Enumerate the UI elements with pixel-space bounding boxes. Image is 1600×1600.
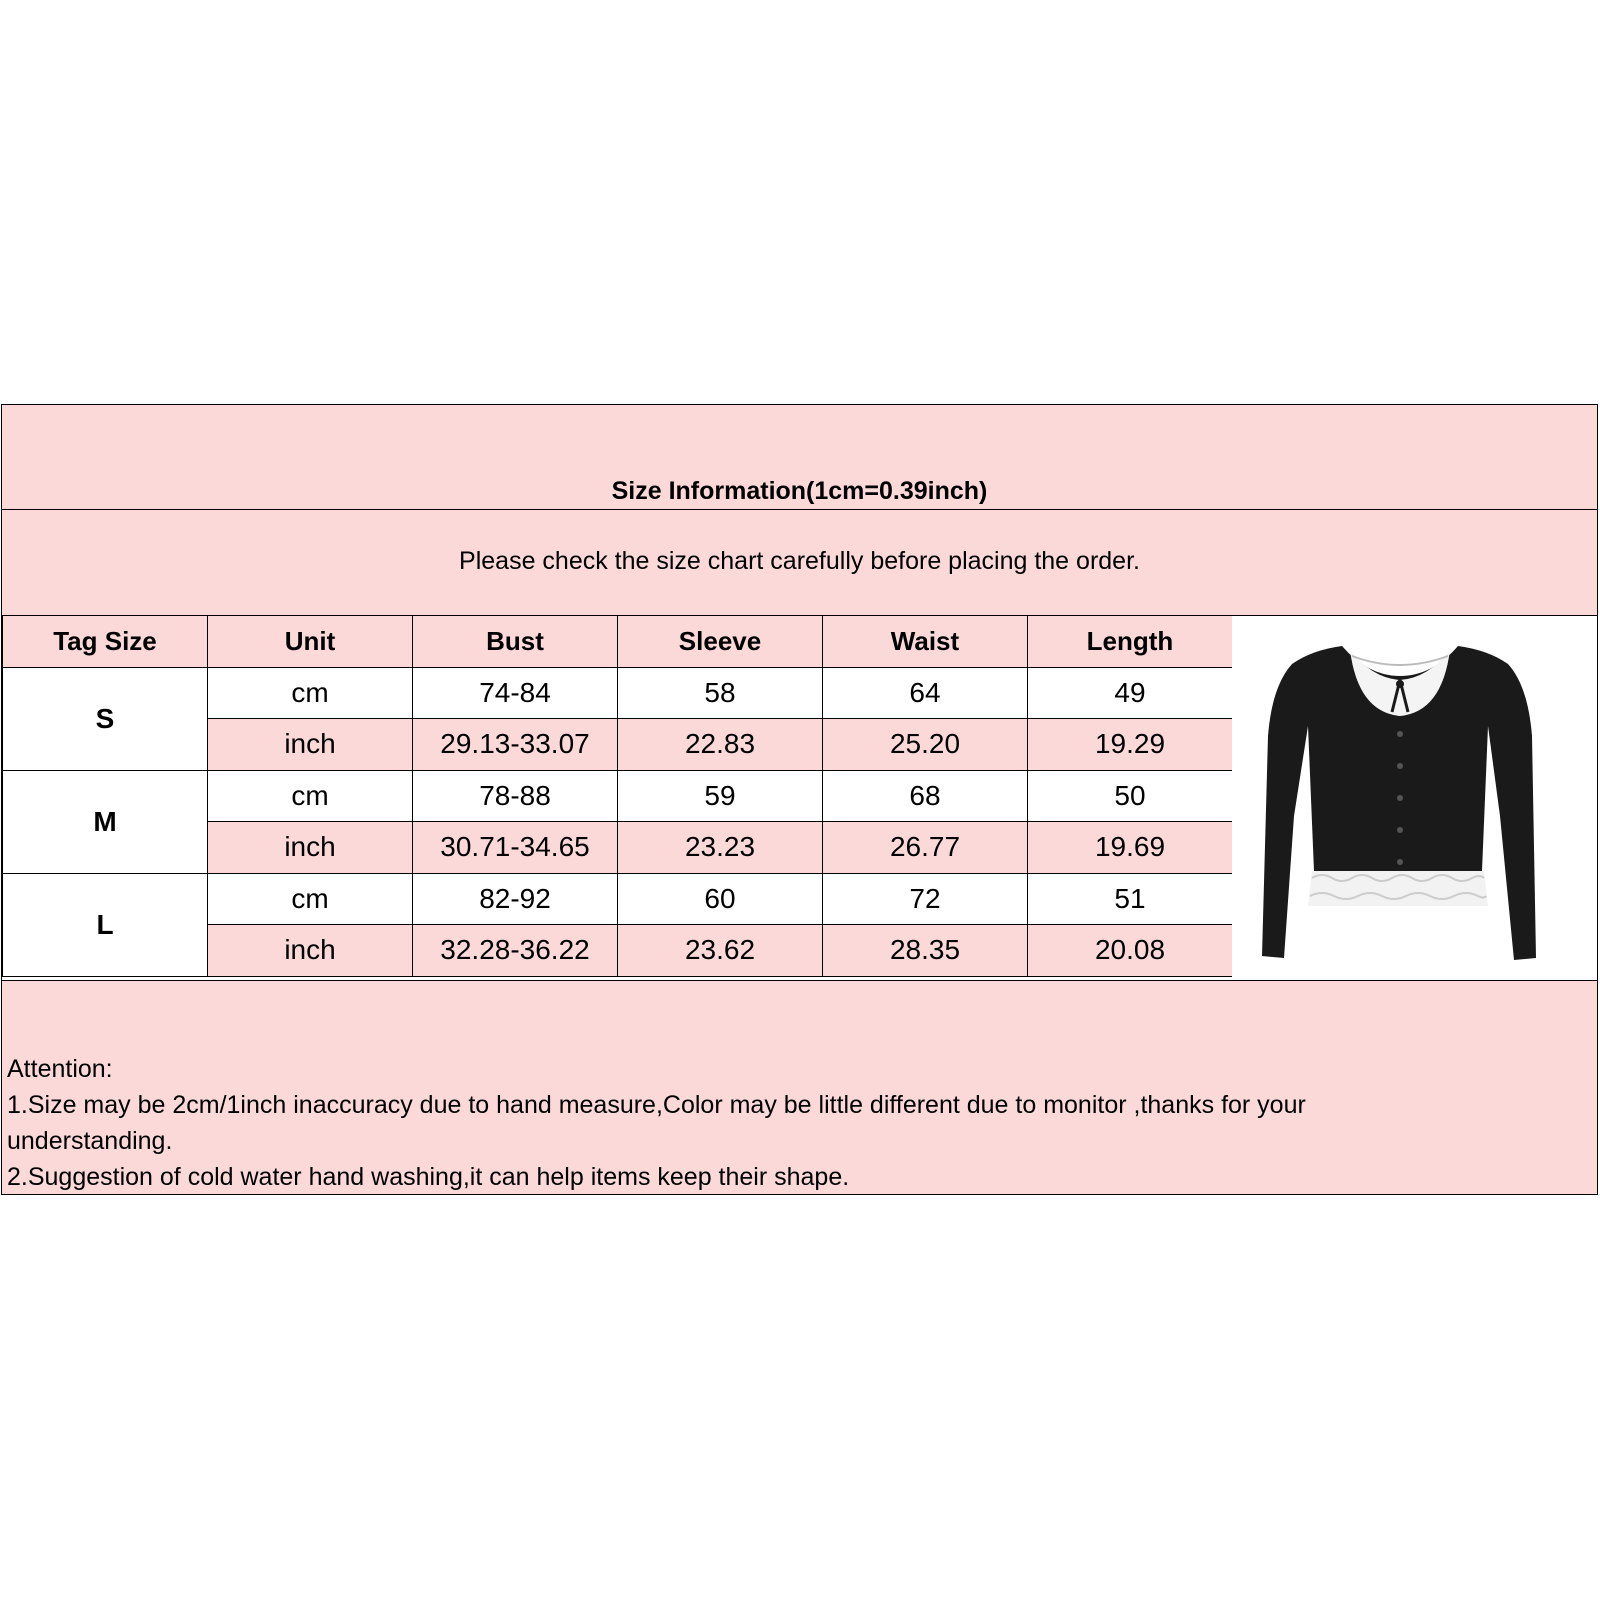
unit-cell: cm xyxy=(208,667,413,719)
length-cell: 19.69 xyxy=(1028,822,1233,874)
unit-cell: cm xyxy=(208,770,413,822)
waist-cell: 26.77 xyxy=(823,822,1028,874)
waist-cell: 64 xyxy=(823,667,1028,719)
product-photo xyxy=(1232,616,1597,980)
unit-cell: inch xyxy=(208,719,413,771)
waist-cell: 28.35 xyxy=(823,925,1028,977)
size-tag-cell: M xyxy=(3,770,208,873)
size-tag-cell: S xyxy=(3,667,208,770)
waist-cell: 68 xyxy=(823,770,1028,822)
length-cell: 20.08 xyxy=(1028,925,1233,977)
table-row xyxy=(3,873,1233,925)
length-cell: 49 xyxy=(1028,667,1233,719)
size-tag-cell: L xyxy=(3,873,208,976)
attention-item-1: 1.Size may be 2cm/1inch inaccuracy due to hand measure,Color may be little different due to monitor ,thanks for your understanding. xyxy=(7,1091,1306,1155)
size-chart-title: Size Information(1cm=0.39inch) xyxy=(611,477,988,505)
length-cell: 19.29 xyxy=(1028,719,1233,771)
bust-cell: 78-88 xyxy=(413,770,618,822)
column-header-sleeve: Sleeve xyxy=(618,616,823,668)
attention-heading: Attention: xyxy=(7,1055,113,1083)
sleeve-cell: 58 xyxy=(618,667,823,719)
bust-cell: 82-92 xyxy=(413,873,618,925)
attention-item-2: 2.Suggestion of cold water hand washing,it can help items keep their shape. xyxy=(7,1163,850,1191)
unit-cell: cm xyxy=(208,873,413,925)
column-header-bust: Bust xyxy=(413,616,618,668)
column-header-tag-size: Tag Size xyxy=(3,616,208,668)
subtitle-band xyxy=(2,510,1597,616)
title-band xyxy=(2,405,1597,510)
column-header-waist: Waist xyxy=(823,616,1028,668)
table-row xyxy=(3,667,1233,719)
sleeve-cell: 23.62 xyxy=(618,925,823,977)
sleeve-cell: 22.83 xyxy=(618,719,823,771)
table-header-row xyxy=(3,616,1233,668)
unit-cell: inch xyxy=(208,822,413,874)
notes-band xyxy=(2,980,1597,1194)
waist-cell: 72 xyxy=(823,873,1028,925)
bust-cell: 74-84 xyxy=(413,667,618,719)
length-cell: 51 xyxy=(1028,873,1233,925)
attention-notes xyxy=(7,1051,1467,1195)
bust-cell: 32.28-36.22 xyxy=(413,925,618,977)
table-row xyxy=(3,770,1233,822)
column-header-unit: Unit xyxy=(208,616,413,668)
cardigan-icon xyxy=(1232,616,1597,980)
size-chart-subtitle: Please check the size chart carefully before placing the order. xyxy=(459,547,1140,575)
bust-cell: 30.71-34.65 xyxy=(413,822,618,874)
size-chart-sheet xyxy=(1,404,1598,1195)
unit-cell: inch xyxy=(208,925,413,977)
sleeve-cell: 59 xyxy=(618,770,823,822)
length-cell: 50 xyxy=(1028,770,1233,822)
sleeve-cell: 23.23 xyxy=(618,822,823,874)
waist-cell: 25.20 xyxy=(823,719,1028,771)
column-header-length: Length xyxy=(1028,616,1233,668)
size-table xyxy=(2,615,1233,977)
sleeve-cell: 60 xyxy=(618,873,823,925)
bust-cell: 29.13-33.07 xyxy=(413,719,618,771)
